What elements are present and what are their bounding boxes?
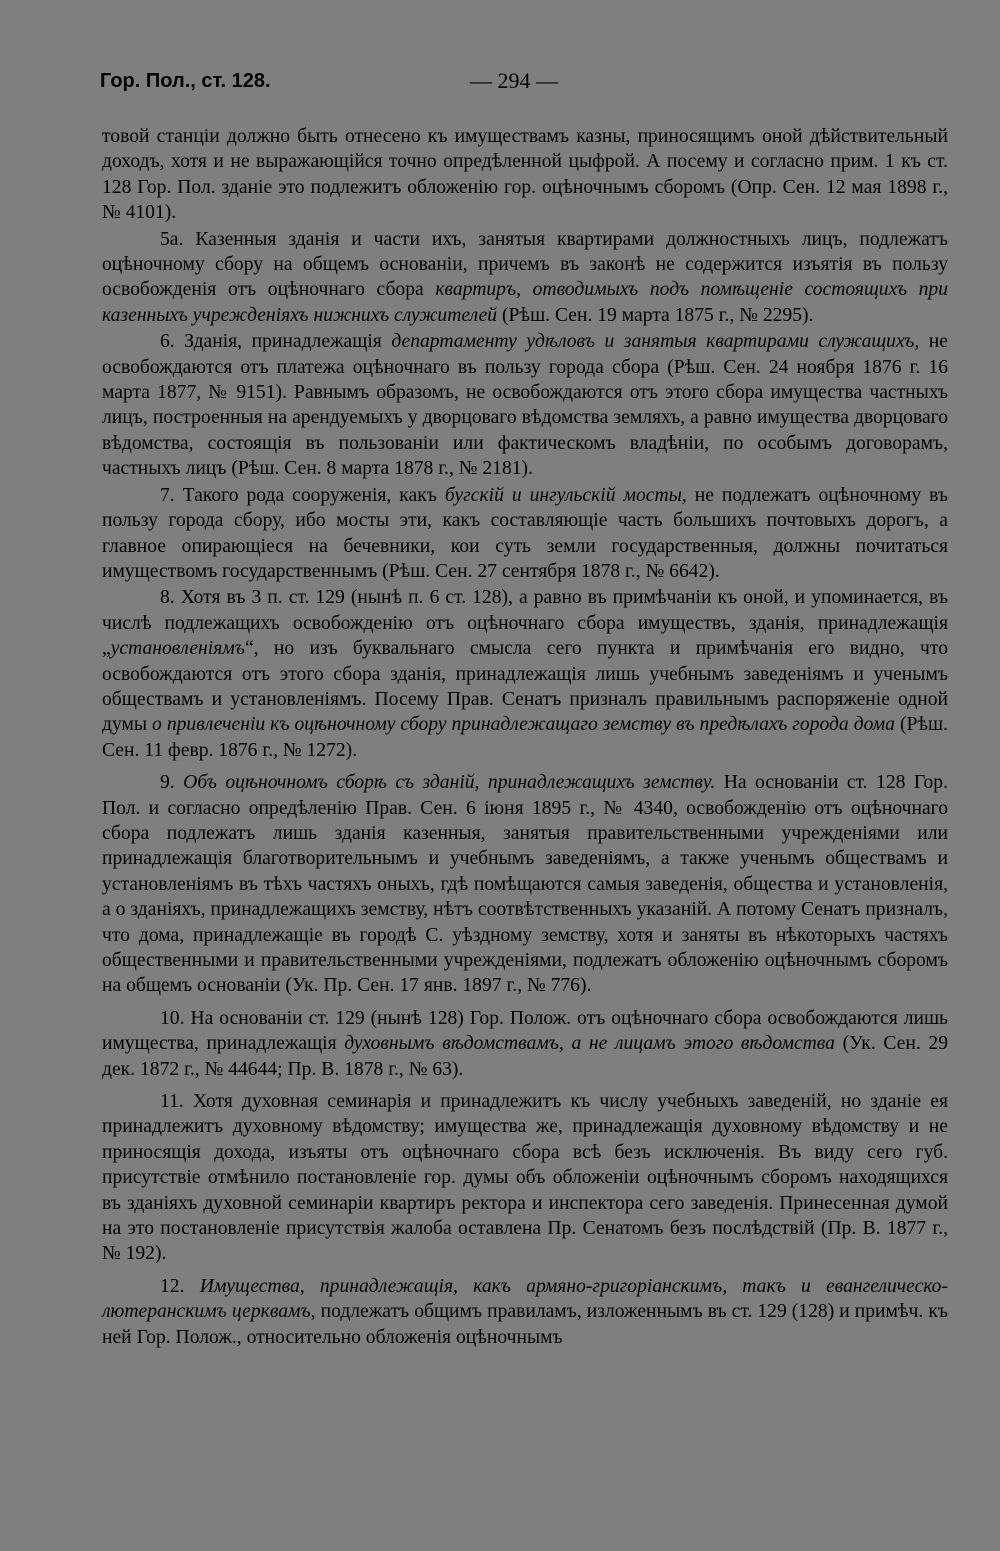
italic-segment: Объ оцѣночномъ сборѣ съ зданій, принадлежащихъ земству.: [183, 772, 716, 794]
text-segment: товой станціи должно быть отнесено къ имуществамъ казны, приносящимъ оной дѣйствительный доходъ, хотя и не выражающійся точно опредѣленной цыфрой. А посему и согласно прим. 1 къ ст. 128 Гор. Пол. зданіе это подлежитъ обложенію гор. оцѣночнымъ сборомъ (Опр. Сен. 12 мая 1898 г., № 4101).: [102, 126, 948, 224]
text-segment: (Ук. Сен. 29 дек. 1872 г., № 44644; Пр. В. 1878 г., № 63).: [102, 1033, 948, 1080]
paragraph-10: [102, 1006, 948, 1082]
italic-segment: бугскій и ингульскій мосты,: [444, 484, 687, 506]
page-header: [100, 70, 948, 100]
text-segment: не подлежатъ оцѣночному въ пользу города сбору, ибо мосты эти, какъ составляющіе часть большихъ почтовыхъ дорогъ, а главное опирающіеся на бечевники, кои суть земли государственныя, должны почитаться имуществомъ государственнымъ (Рѣш. Сен. 27 сентября 1878 г., № 6642).: [102, 484, 949, 582]
paragraph-5a: [102, 227, 948, 329]
text-segment: 8. Хотя въ 3 п. ст. 129 (нынѣ п. 6 ст. 128), а равно въ примѣчаніи къ оной, и упоминается, въ числѣ подлежащихъ освобожденію отъ оцѣночнаго сбора имуществъ, зданія, принадлежащія „: [102, 587, 948, 660]
text-segment: (Рѣш. Сен. 11 февр. 1876 г., № 1272).: [102, 714, 948, 761]
text-segment: 5а. Казенныя зданія и части ихъ, занятыя квартирами должностныхъ лицъ, подлежатъ оцѣночному сбору на общемъ основаніи, причемъ въ законѣ не содержится изъятія въ пользу освобожденія отъ оцѣночнаго сбора: [102, 228, 948, 301]
document-body: [102, 124, 948, 1350]
italic-segment: департаменту удѣловъ и занятыя квартирами служащихъ: [391, 331, 915, 353]
text-segment: (Рѣш. Сен. 19 марта 1875 г., № 2295).: [497, 304, 814, 326]
paragraph-12: [102, 1274, 948, 1350]
italic-segment: о привлеченіи къ оцѣночному сбору принадлежащаго земству въ предѣлахъ города дома: [152, 714, 895, 736]
italic-segment: духовнымъ вѣдомствамъ, а не лицамъ этого вѣдомства: [344, 1033, 835, 1055]
running-head: Гор. Пол., ст. 128.: [100, 70, 271, 92]
text-segment: 7. Такого рода сооруженія, какъ: [160, 484, 445, 506]
italic-segment: Имущества, принадлежащія, какъ армяно-григоріанскимъ, такъ и евангелическо-лютеранскимъ церквамъ: [102, 1275, 949, 1323]
paragraph-8: [102, 585, 948, 763]
italic-segment: установленіямъ: [110, 638, 245, 660]
text-segment: 10. На основаніи ст. 129 (нынѣ 128) Гор. Полож. отъ оцѣночнаго сбора освобождаются лишь имущества, принадлежащія: [102, 1007, 948, 1055]
page-number: — 294 —: [470, 68, 558, 93]
paragraph-6: [102, 329, 948, 481]
text-segment: , подлежатъ общимъ правиламъ, изложеннымъ въ ст. 129 (128) и примѣч. къ ней Гор. Полож., относительно обложенія оцѣночнымъ: [102, 1301, 948, 1348]
text-segment: 9.: [160, 772, 184, 794]
text-segment: 6. Зданія, принадлежащія: [160, 331, 392, 353]
paragraph-9: [102, 770, 948, 999]
italic-segment: квартиръ, отводимыхъ подъ помѣщеніе состоящихъ при казенныхъ учрежденіяхъ нижнихъ служителей: [102, 279, 948, 326]
paragraph-7: [102, 483, 948, 585]
text-segment: 12.: [160, 1275, 200, 1297]
text-segment: “, но изъ буквальнаго смысла сего пункта и примѣчанія его видно, что освобождаются отъ этого сбора зданія, принадлежащія лишь учебнымъ заведеніямъ и ученымъ обществамъ и установленіямъ. Посему Прав. Сенатъ призналъ правильнымъ распоряженіе одной думы: [102, 638, 948, 736]
text-segment: , не освобождаются отъ платежа оцѣночнаго въ пользу города сбора (Рѣш. Сен. 24 ноября 1876 г. 16 марта 1877, № 9151). Равнымъ образомъ, не освобождаются отъ этого сбора имущества частныхъ лицъ, построенныя на арендуемыхъ у дворцоваго вѣдомства земляхъ, а равно имущества дворцоваго вѣдомства, состоящія въ пользованіи или фактическомъ владѣніи, по особымъ договорамъ, частныхъ лицъ (Рѣш. Сен. 8 марта 1878 г., № 2181).: [102, 331, 948, 480]
paragraph-11: [102, 1089, 948, 1267]
text-segment: 11. Хотя духовная семинарія и принадлежитъ къ числу учебныхъ заведеній, но зданіе ея принадлежитъ духовному вѣдомству; имущества же, принадлежащія духовному вѣдомству и не приносящія дохода, изъяты отъ оцѣночнаго сбора всѣ безъ исключенія. Въ виду сего губ. присутствіе отмѣнило постановленіе гор. думы объ обложеніи оцѣночнымъ сборомъ находящихся въ зданіяхъ духовной семинаріи квартиръ ректора и инспектора сего заведенія. Принесенная думой на это постановленіе присутствія жалоба оставлена Пр. Сенатомъ безъ послѣдствій (Пр. В. 1877 г., № 192).: [102, 1091, 948, 1265]
text-segment: На основаніи ст. 128 Гор. Пол. и согласно опредѣленію Прав. Сен. 6 іюня 1895 г., № 4340, освобожденію отъ оцѣночнаго сбора подлежатъ лишь зданія казенныя, занятыя правительственными учрежденіями или принадлежащія благотворительнымъ и учебнымъ заведеніямъ, а также ученымъ обществамъ и установленіямъ въ тѣхъ частяхъ оныхъ, гдѣ помѣщаются самыя заведенія, общества и установленія, а о зданіяхъ, принадлежащихъ земству, нѣтъ соотвѣтственныхъ указаній. А потому Сенатъ призналъ, что дома, принадлежащіе въ городѣ С. уѣздному земству, хотя и заняты въ нѣкоторыхъ частяхъ общественными и правительственными учрежденіями, подлежатъ обложенію оцѣночнымъ сборомъ на общемъ основаніи (Ук. Пр. Сен. 17 янв. 1897 г., № 776).: [102, 772, 948, 997]
paragraph-continuation: [102, 124, 948, 226]
